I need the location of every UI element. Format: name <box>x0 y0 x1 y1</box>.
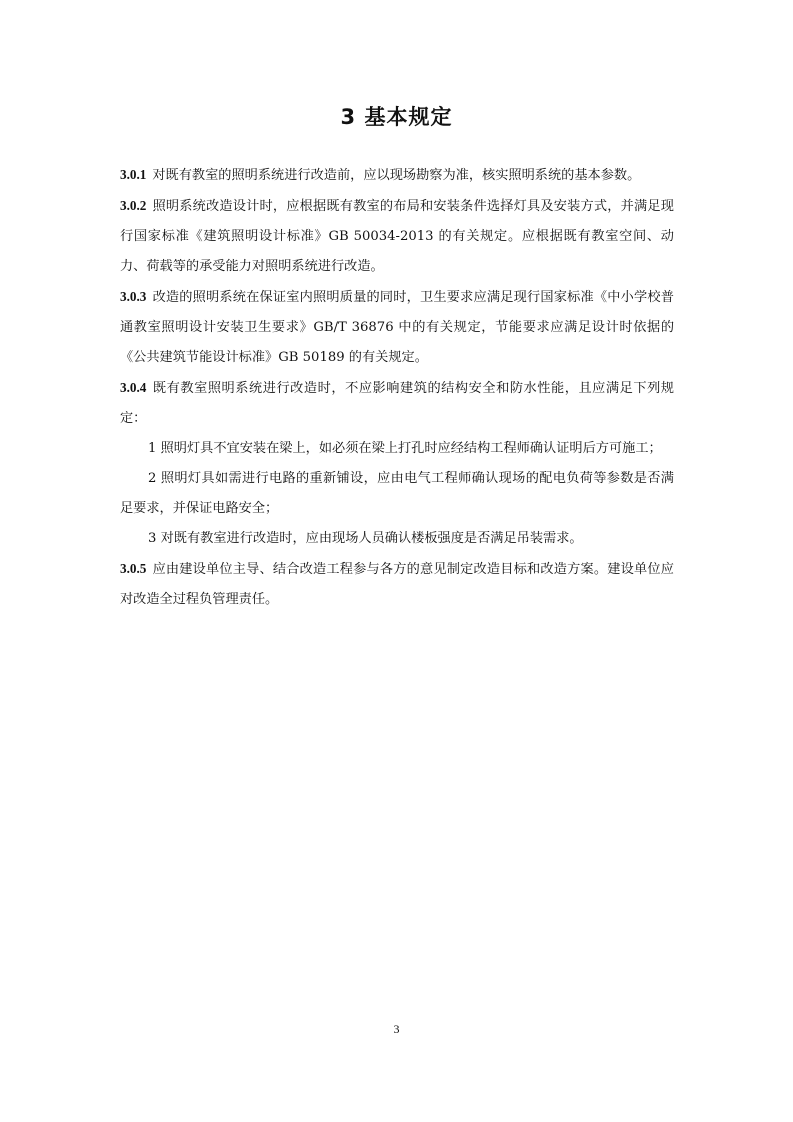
clause-number: 3.0.5 <box>120 561 147 576</box>
clause-text: 应由建设单位主导、结合改造工程参与各方的意见制定改造目标和改造方案。建设单位应对改造全过程负管理责任。 <box>120 562 674 607</box>
clause-number: 3.0.4 <box>120 380 147 395</box>
section-title: 3 基本规定 <box>340 105 453 129</box>
clause-3-0-4-item-2: 2 照明灯具如需进行电路的重新铺设，应由电气工程师确认现场的配电负荷等参数是否满足要求，并保证电路安全； <box>120 471 674 516</box>
clause-3-0-4 <box>120 373 674 434</box>
clause-number: 3.0.1 <box>120 167 147 182</box>
clause-text: 既有教室照明系统进行改造时，不应影响建筑的结构安全和防水性能，且应满足下列规定： <box>120 381 674 426</box>
clause-3-0-1 <box>120 160 674 191</box>
clause-3-0-3 <box>120 282 674 373</box>
section-body <box>120 160 674 615</box>
clause-number: 3.0.2 <box>120 198 147 213</box>
page-number: 3 <box>393 1022 400 1036</box>
clause-3-0-5 <box>120 554 674 615</box>
clause-text: 改造的照明系统在保证室内照明质量的同时，卫生要求应满足现行国家标准《中小学校普通教室照明设计安装卫生要求》GB/T 36876 中的有关规定，节能要求应满足设计时依据的《公共建筑节能设计标准》GB 50189 的有关规定。 <box>120 290 674 365</box>
clause-number: 3.0.3 <box>120 289 147 304</box>
clause-3-0-2 <box>120 191 674 282</box>
clause-3-0-4-item-1: 1 照明灯具不宜安装在梁上，如必须在梁上打孔时应经结构工程师确认证明后方可施工； <box>148 441 662 456</box>
clause-text: 对既有教室的照明系统进行改造前，应以现场勘察为准，核实照明系统的基本参数。 <box>152 168 641 183</box>
clause-text: 照明系统改造设计时，应根据既有教室的布局和安装条件选择灯具及安装方式，并满足现行国家标准《建筑照明设计标准》GB 50034-2013 的有关规定。应根据既有教室空间、动力、荷载等的承受能力对照明系统进行改造。 <box>120 199 674 274</box>
clause-3-0-4-item-3: 3 对既有教室进行改造时，应由现场人员确认楼板强度是否满足吊装需求。 <box>148 531 583 546</box>
